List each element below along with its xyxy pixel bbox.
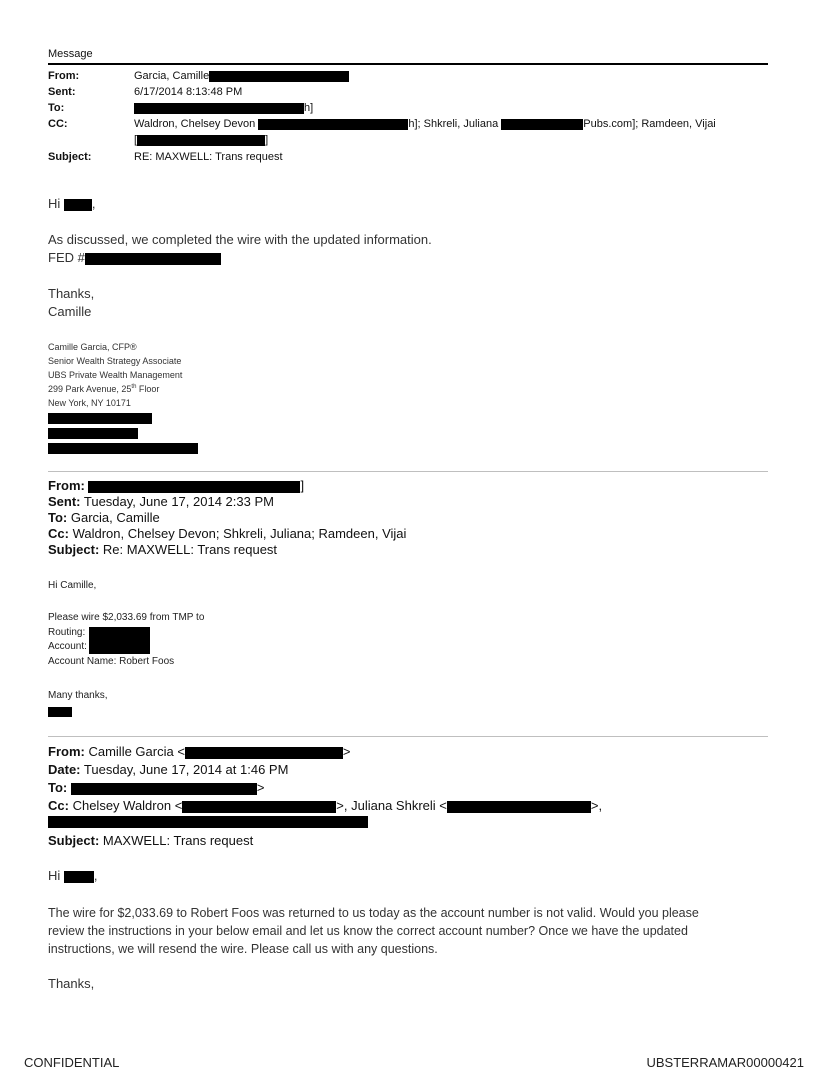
msg2-account-name: Account Name: Robert Foos <box>48 656 175 667</box>
redaction <box>501 119 583 130</box>
subject-value: RE: MAXWELL: Trans request <box>134 151 283 163</box>
redaction <box>48 413 152 424</box>
msg2-sent: Sent: Tuesday, June 17, 2014 2:33 PM <box>48 494 274 509</box>
reply1-thanks: Thanks, <box>48 286 95 301</box>
msg2-account: Account: <box>48 641 87 652</box>
sig-address: 299 Park Avenue, 25th Floor <box>48 384 160 394</box>
redaction <box>258 119 408 130</box>
msg3-cc: Cc: Chelsey Waldron < >, Juliana Shkreli < >, <box>48 798 603 813</box>
sent-label: Sent: <box>48 86 76 98</box>
msg3-greeting: Hi , <box>48 868 98 883</box>
redaction <box>48 443 198 454</box>
divider <box>48 471 768 472</box>
greeting: Hi , <box>48 196 96 211</box>
msg3-subject: Subject: MAXWELL: Trans request <box>48 833 254 848</box>
cc-value-line2: [ ] <box>134 134 269 146</box>
msg3-to: To: > <box>48 780 265 795</box>
redaction <box>48 816 368 828</box>
cc-value: Waldron, Chelsey Devon h]; Shkreli, Juliana Pubs.com]; Ramdeen, Vijai <box>134 118 716 130</box>
redaction <box>71 783 257 795</box>
message-title: Message <box>48 48 93 60</box>
redaction <box>209 71 349 82</box>
header-rule <box>48 63 768 65</box>
to-value: h] <box>134 102 313 114</box>
msg2-subject: Subject: Re: MAXWELL: Trans request <box>48 542 278 557</box>
redaction <box>182 801 336 813</box>
footer-confidential: CONFIDENTIAL <box>24 1055 120 1070</box>
msg2-cc: Cc: Waldron, Chelsey Devon; Shkreli, Juliana; Ramdeen, Vijai <box>48 526 407 541</box>
redaction <box>185 747 343 759</box>
msg2-header <box>48 478 406 558</box>
redaction <box>48 428 138 439</box>
from-label: From: <box>48 70 80 82</box>
redaction <box>64 871 94 883</box>
msg3-header <box>48 743 602 815</box>
msg3-body-line3: instructions, we will resend the wire. Please call us with any questions. <box>48 942 438 956</box>
msg2-wire-line: Please wire $2,033.69 from TMP to <box>48 612 205 623</box>
msg2-greeting: Hi Camille, <box>48 580 97 591</box>
sig-city: New York, NY 10171 <box>48 398 131 408</box>
msg3-body-line1: The wire for $2,033.69 to Robert Foos was returned to us today as the account number is not valid. Would you please <box>48 906 699 920</box>
sig-company: UBS Private Wealth Management <box>48 370 183 380</box>
redaction <box>134 103 304 114</box>
subject-label: Subject: <box>48 151 92 163</box>
redaction <box>137 135 265 146</box>
msg2-routing: Routing: <box>48 627 86 638</box>
redaction <box>447 801 591 813</box>
msg3-from: From: Camille Garcia < > <box>48 744 351 759</box>
msg3-date: Date: Tuesday, June 17, 2014 at 1:46 PM <box>48 762 289 777</box>
reply1-name: Camille <box>48 304 92 319</box>
footer-bates-number: UBSTERRAMAR00000421 <box>646 1055 804 1070</box>
msg3-thanks: Thanks, <box>48 976 95 991</box>
redaction <box>89 627 150 654</box>
msg2-thanks: Many thanks, <box>48 690 108 701</box>
signature <box>48 340 182 410</box>
msg2-to: To: Garcia, Camille <box>48 510 160 525</box>
sig-title: Senior Wealth Strategy Associate <box>48 356 182 366</box>
msg3-body <box>48 904 699 958</box>
sent-value: 6/17/2014 8:13:48 PM <box>134 86 243 98</box>
redaction <box>48 707 72 717</box>
redaction <box>88 481 300 493</box>
fed-line: FED # <box>48 250 221 265</box>
msg3-body-line2: review the instructions in your below email and let us know the correct account number? Once we have the updated <box>48 924 688 938</box>
to-label: To: <box>48 102 65 114</box>
reply1-line1: As discussed, we completed the wire with the updated information. <box>48 232 432 247</box>
msg2-from: From: ] <box>48 478 305 493</box>
redaction <box>85 253 221 265</box>
from-value: Garcia, Camille <box>134 70 349 82</box>
redaction <box>64 199 92 211</box>
cc-label: CC: <box>48 118 68 130</box>
sig-name: Camille Garcia, CFP® <box>48 342 137 352</box>
divider <box>48 736 768 737</box>
